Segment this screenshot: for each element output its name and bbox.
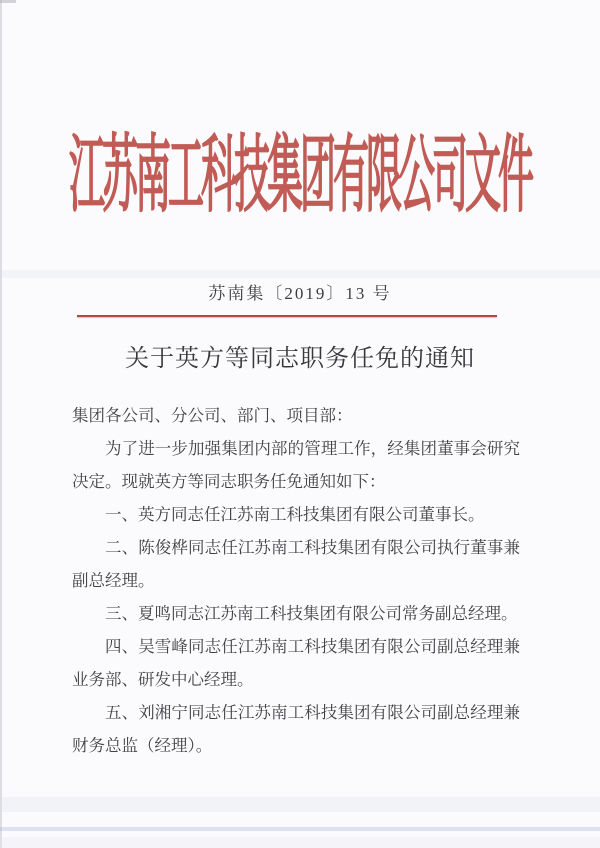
- appointment-item-2: 二、陈俊桦同志任江苏南工科技集团有限公司执行董事兼副总经理。: [72, 538, 520, 590]
- appointment-item-5: 五、刘湘宁同志任江苏南工科技集团有限公司副总经理兼财务总监（经理）。: [72, 703, 520, 755]
- scan-edge-artifact: [0, 0, 2, 848]
- scan-streak-artifact: [0, 827, 600, 831]
- intro-paragraph: 为了进一步加强集团内部的管理工作，经集团董事会研究决定。现就英方等同志职务任免通知如下：: [72, 439, 520, 491]
- scan-streak-artifact: [0, 270, 600, 278]
- appointment-item-4: 四、吴雪峰同志任江苏南工科技集团有限公司副总经理兼业务部、研发中心经理。: [72, 637, 520, 689]
- scan-streak-artifact: [0, 797, 600, 812]
- appointment-item-1: 一、英方同志任江苏南工科技集团有限公司董事长。: [105, 505, 485, 524]
- appointment-item-3: 三、夏鸣同志江苏南工科技集团有限公司常务副总经理。: [105, 604, 518, 623]
- salutation: 集团各公司、分公司、部门、项目部：: [72, 406, 353, 425]
- scan-corner-artifact: [0, 0, 16, 3]
- document-body: [72, 399, 520, 762]
- scan-streak-artifact: [0, 837, 600, 848]
- letterhead: [0, 128, 600, 223]
- red-divider-line: [77, 315, 497, 317]
- document-number: 苏南集〔2019〕13 号: [208, 284, 392, 303]
- document-title: 关于英方等同志职务任免的通知: [125, 346, 475, 372]
- letterhead-title: 江苏南工科技集团有限公司文件: [68, 128, 531, 223]
